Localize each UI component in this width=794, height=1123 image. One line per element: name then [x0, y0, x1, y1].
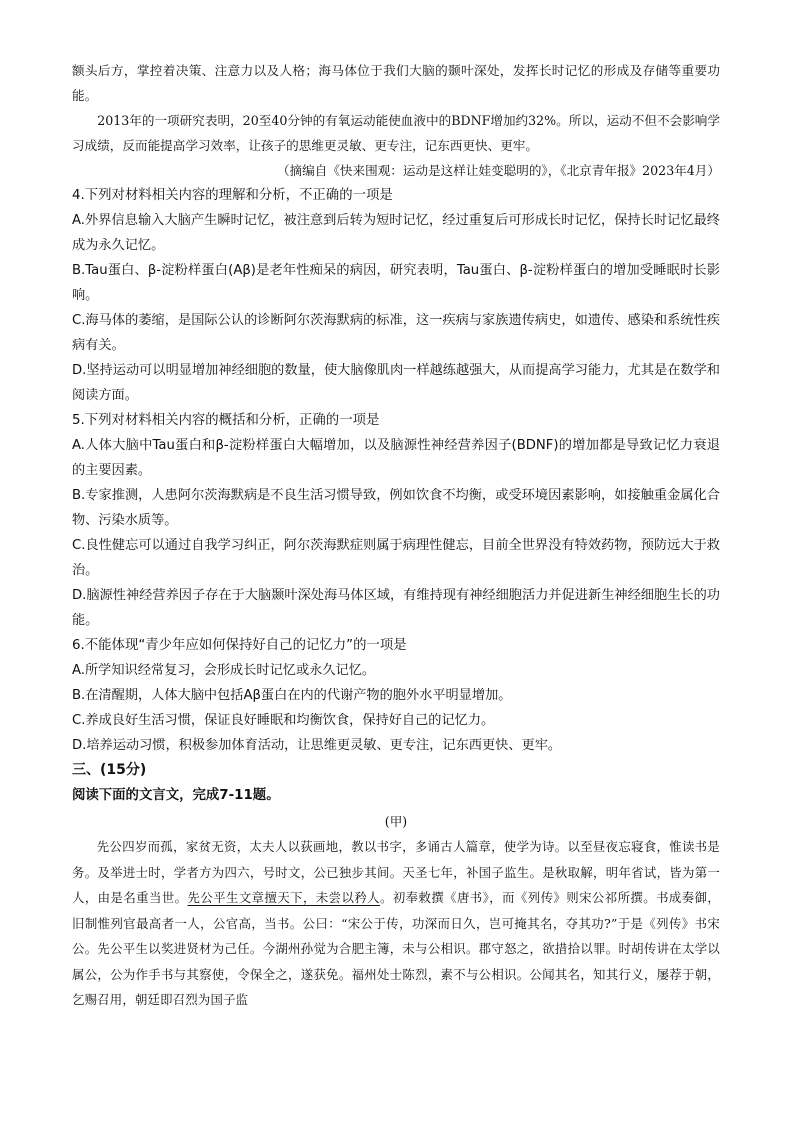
question-5-stem: 5.下列对材料相关内容的概括和分析，正确的一项是 [72, 413, 380, 428]
section-3-title: 三、(15分) [72, 762, 147, 778]
question-6-option-b: B.在清醒期，人体大脑中包括Aβ蛋白在内的代谢产物的胞外水平明显增加。 [72, 688, 512, 703]
classical-passage [72, 834, 720, 1013]
question-6-option-d: D.培养运动习惯，积极参加体育活动，让思维更灵敏、更专注，记东西更快、更牢。 [72, 738, 562, 753]
question-4-option-a: A.外界信息输入大脑产生瞬时记忆，被注意到后转为短时记忆，经过重复后可形成长时记忆，保持长时记忆最终成为永久记忆。 [72, 213, 720, 253]
question-5-option-d: D.脑源性神经营养因子存在于大脑颞叶深处海马体区域，有维持现有神经细胞活力并促进新生神经细胞生长的功能。 [72, 588, 720, 628]
question-4-stem: 4.下列对材料相关内容的理解和分析，不正确的一项是 [72, 188, 393, 203]
question-6-option-c: C.养成良好生活习惯，保证良好睡眠和均衡饮食，保持好自己的记忆力。 [72, 713, 495, 728]
question-5-option-b: B.专家推测，人患阿尔茨海默病是不良生活习惯导致，例如饮食不均衡，或受环境因素影响，如接触重金属化合物、污染水质等。 [72, 488, 720, 528]
material-paragraph: 2013年的一项研究表明，20至40分钟的有氧运动能使血液中的BDNF增加约32%。所以，运动不但不会影响学习成绩，反而能提高学习效率，让孩子的思维更灵敏、更专注，记东西更快、更牢。 [72, 113, 720, 153]
question-4-option-d: D.坚持运动可以明显增加神经细胞的数量，使大脑像肌肉一样越练越强大，从而提高学习能力，尤其是在数学和阅读方面。 [72, 363, 720, 403]
question-6-stem: 6.不能体现“青少年应如何保持好自己的记忆力”的一项是 [72, 638, 407, 653]
material-paragraph: 额头后方，掌控着决策、注意力以及人格；海马体位于我们大脑的颞叶深处，发挥长时记忆的形成及存储等重要功能。 [72, 63, 720, 103]
passage-part-label: (甲) [384, 814, 408, 829]
question-5-option-c: C.良性健忘可以通过自我学习纠正，阿尔茨海默症则属于病理性健忘，目前全世界没有特效药物，预防远大于救治。 [72, 538, 720, 578]
passage-underlined-sentence: 先公平生文章擅天下，未尝以矜人 [187, 890, 380, 905]
question-6-option-a: A.所学知识经常复习，会形成长时记忆或永久记忆。 [72, 663, 376, 678]
question-4-option-c: C.海马体的萎缩，是国际公认的诊断阿尔茨海默病的标准，这一疾病与家族遗传病史，如遗传、感染和系统性疾病有关。 [72, 313, 720, 353]
question-5-option-a: A.人体大脑中Tau蛋白和β-淀粉样蛋白大幅增加，以及脑源性神经营养因子(BDNF)的增加都是导致记忆力衰退的主要因素。 [72, 438, 720, 478]
question-4-option-b: B.Tau蛋白、β-淀粉样蛋白(Aβ)是老年性痴呆的病因，研究表明，Tau蛋白、β-淀粉样蛋白的增加受睡眠时长影响。 [72, 263, 720, 303]
material-source: （摘编自《快来围观：运动是这样让娃变聪明的》，《北京青年报》2023年4月） [276, 163, 720, 178]
passage-text: 。初奉敕撰《唐书》，而《列传》则宋公祁所撰。书成奏御，旧制惟列官最高者一人，公官高，当书。公曰：“宋公于传，功深而日久，岂可掩其名，夺其功?”于是《列传》书宋公。先公平生以奖进贤材为己任。今湖州孙觉为合肥主簿，未与公相识。郡守怒之，欲措拾以罪。时胡传讲在太学以属公，公为作手书与其察使，令保全之，遂获免。福州处士陈烈，素不与公相识。公闻其名，知其行义，屡荐于朝，乞赐召用，朝廷即召烈为国子监 [72, 890, 721, 1007]
exam-page [72, 58, 720, 1013]
section-3-instruction: 阅读下面的文言文，完成7-11题。 [72, 788, 280, 803]
passage-text: 先公四岁而孤，家贫无资，太夫人以荻画地，教以书字，多诵古人篇章，使学为诗。以至昼夜忘寝食，惟读书是务。及举进士时，学者方为四六，号时文，公已独步其间。天圣七年，补国子监生。是秋取解，明年省试，皆为第一人，由是名重当世。 [72, 839, 720, 905]
